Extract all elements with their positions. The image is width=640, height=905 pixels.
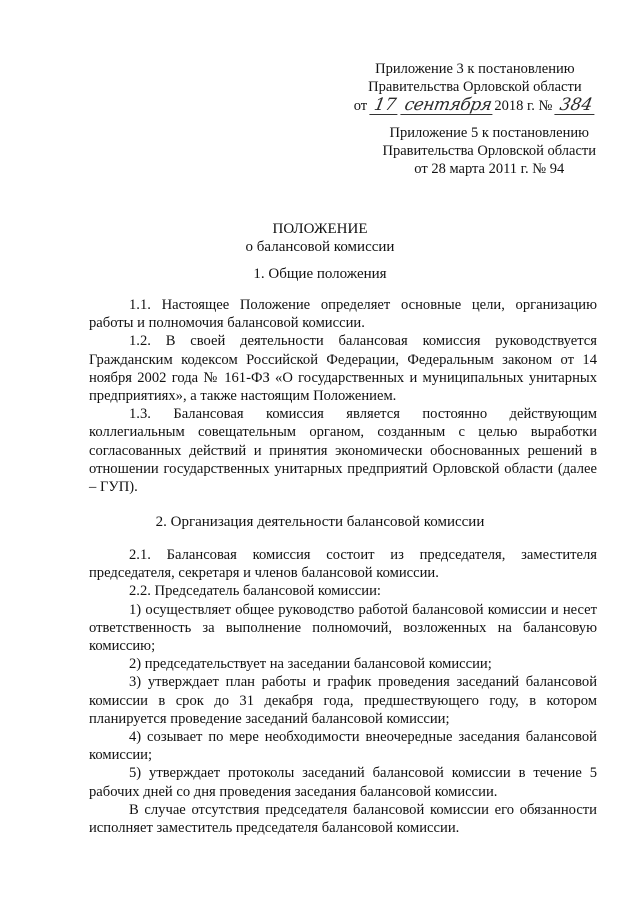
list-item-3: 3) утверждает план работы и график проведения заседаний балансовой комиссии в срок до 31 декабря года, предшествующего году, в котором планируется проведение заседаний балансовой комиссии;	[89, 674, 597, 727]
annex3-line2: Правительства Орловской области	[368, 79, 582, 95]
paragraph-1-3: 1.3. Балансовая комиссия является постоянно действующим коллегиальным совещательным органом, созданным с целью выработки согласованных действий и принятия экономически обоснованных решений в отношении государственных унитарных предприятий Орловской области (далее – ГУП).	[89, 406, 597, 496]
paragraph-2-2: 2.2. Председатель балансовой комиссии:	[129, 583, 381, 600]
annex5-line1: Приложение 5 к постановлению	[389, 125, 589, 141]
annex3-header	[354, 60, 596, 115]
document-title	[0, 220, 640, 256]
annex3-from: от	[353, 98, 368, 114]
section1-body	[89, 296, 597, 496]
handwritten-month: сентября	[401, 96, 496, 115]
annex3-line1: Приложение 3 к постановлению	[375, 61, 575, 77]
annex3-date-line	[354, 96, 596, 115]
list-item-4: 4) созывает по мере необходимости внеочередные заседания балансовой комиссии;	[89, 729, 597, 764]
annex5-line2: Правительства Орловской области	[382, 143, 596, 159]
section1-heading: 1. Общие положения	[253, 266, 387, 282]
title-sub: о балансовой комиссии	[245, 239, 395, 255]
section2-body	[89, 546, 597, 837]
paragraph-absence: В случае отсутствия председателя балансовой комиссии его обязанности исполняет заместитель председателя балансовой комиссии.	[89, 801, 597, 837]
paragraph-2-1: 2.1. Балансовая комиссия состоит из председателя, заместителя председателя, секретаря и членов балансовой комиссии.	[89, 547, 597, 582]
annex5-line3: от 28 марта 2011 г. № 94	[414, 161, 565, 177]
paragraph-1-1: 1.1. Настоящее Положение определяет основные цели, организацию работы и полномочия балансовой комиссии.	[89, 297, 597, 332]
list-item-5: 5) утверждает протоколы заседаний балансовой комиссии в течение 5 рабочих дней со дня проведения заседания балансовой комиссии.	[89, 765, 597, 800]
list-item-1: 1) осуществляет общее руководство работой балансовой комиссии и несет ответственность за выполнение полномочий, возложенных на балансовую комиссию;	[89, 601, 597, 655]
section2-heading: 2. Организация деятельности балансовой комиссии	[155, 514, 485, 530]
paragraph-1-2: 1.2. В своей деятельности балансовая комиссия руководствуется Гражданским кодексом Российской Федерации, Федеральным законом от 14 ноября 2002 года № 161-ФЗ «О государственных и муниципальных унитарных предприятиях», а также настоящим Положением.	[89, 333, 597, 405]
handwritten-day: 17	[369, 96, 400, 115]
handwritten-number: 384	[554, 96, 597, 115]
annex3-year: 2018 г. №	[494, 98, 553, 114]
annex5-header	[383, 124, 597, 178]
title-main: ПОЛОЖЕНИЕ	[272, 221, 368, 237]
list-item-2: 2) председательствует на заседании балансовой комиссии;	[129, 656, 492, 673]
